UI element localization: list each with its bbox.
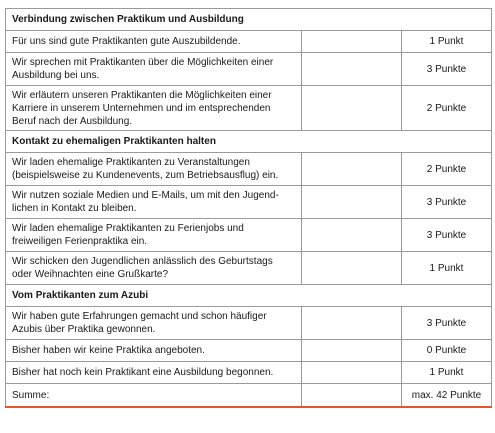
statement: Wir nutzen soziale Medien und E-Mails, um mit den Jugend-lichen in Kontakt zu bleiben. (6, 186, 302, 219)
table-row (6, 252, 492, 285)
section-header (6, 9, 492, 31)
points: 3 Punkte (402, 219, 492, 252)
table-row (6, 53, 492, 86)
summary-row (6, 384, 492, 408)
section-header (6, 131, 492, 153)
check-cell[interactable] (302, 362, 402, 384)
table-row (6, 86, 492, 131)
check-cell[interactable] (302, 153, 402, 186)
points: 2 Punkte (402, 86, 492, 131)
statement: Wir laden ehemalige Praktikanten zu Veranstaltungen (beispielsweise zu Kundenevents, zum Betriebsausflug) ein. (6, 153, 302, 186)
scoring-table-container (5, 8, 491, 408)
check-cell[interactable] (302, 31, 402, 53)
points: 3 Punkte (402, 307, 492, 340)
statement: Wir sprechen mit Praktikanten über die Möglichkeiten einer Ausbildung bei uns. (6, 53, 302, 86)
statement: Wir haben gute Erfahrungen gemacht und schon häufiger Azubis über Praktika gewonnen. (6, 307, 302, 340)
section-title: Vom Praktikanten zum Azubi (6, 285, 492, 307)
check-cell[interactable] (302, 252, 402, 285)
table-row (6, 362, 492, 384)
table-row (6, 153, 492, 186)
summary-label: Summe: (6, 384, 302, 408)
table-row (6, 307, 492, 340)
check-cell[interactable] (302, 307, 402, 340)
section-header (6, 285, 492, 307)
scoring-table (5, 8, 492, 408)
statement: Für uns sind gute Praktikanten gute Auszubildende. (6, 31, 302, 53)
check-cell[interactable] (302, 186, 402, 219)
points: 1 Punkt (402, 362, 492, 384)
statement: Bisher hat noch kein Praktikant eine Ausbildung begonnen. (6, 362, 302, 384)
table-row (6, 340, 492, 362)
table-row (6, 219, 492, 252)
points: 3 Punkte (402, 53, 492, 86)
check-cell[interactable] (302, 53, 402, 86)
summary-check-cell (302, 384, 402, 408)
statement: Wir schicken den Jugendlichen anlässlich des Geburtstags oder Weihnachten eine Grußkarte? (6, 252, 302, 285)
section-title: Kontakt zu ehemaligen Praktikanten halten (6, 131, 492, 153)
section-title: Verbindung zwischen Praktikum und Ausbildung (6, 9, 492, 31)
check-cell[interactable] (302, 219, 402, 252)
summary-points: max. 42 Punkte (402, 384, 492, 408)
points: 1 Punkt (402, 31, 492, 53)
statement: Bisher haben wir keine Praktika angeboten. (6, 340, 302, 362)
statement: Wir laden ehemalige Praktikanten zu Ferienjobs und freiweiligen Ferienpraktika ein. (6, 219, 302, 252)
table-row (6, 31, 492, 53)
statement: Wir erläutern unseren Praktikanten die Möglichkeiten einer Karriere in unserem Unternehmen und im entsprechenden Beruf nach der Ausbildung. (6, 86, 302, 131)
check-cell[interactable] (302, 340, 402, 362)
points: 3 Punkte (402, 186, 492, 219)
table-row (6, 186, 492, 219)
points: 2 Punkte (402, 153, 492, 186)
check-cell[interactable] (302, 86, 402, 131)
points: 1 Punkt (402, 252, 492, 285)
points: 0 Punkte (402, 340, 492, 362)
